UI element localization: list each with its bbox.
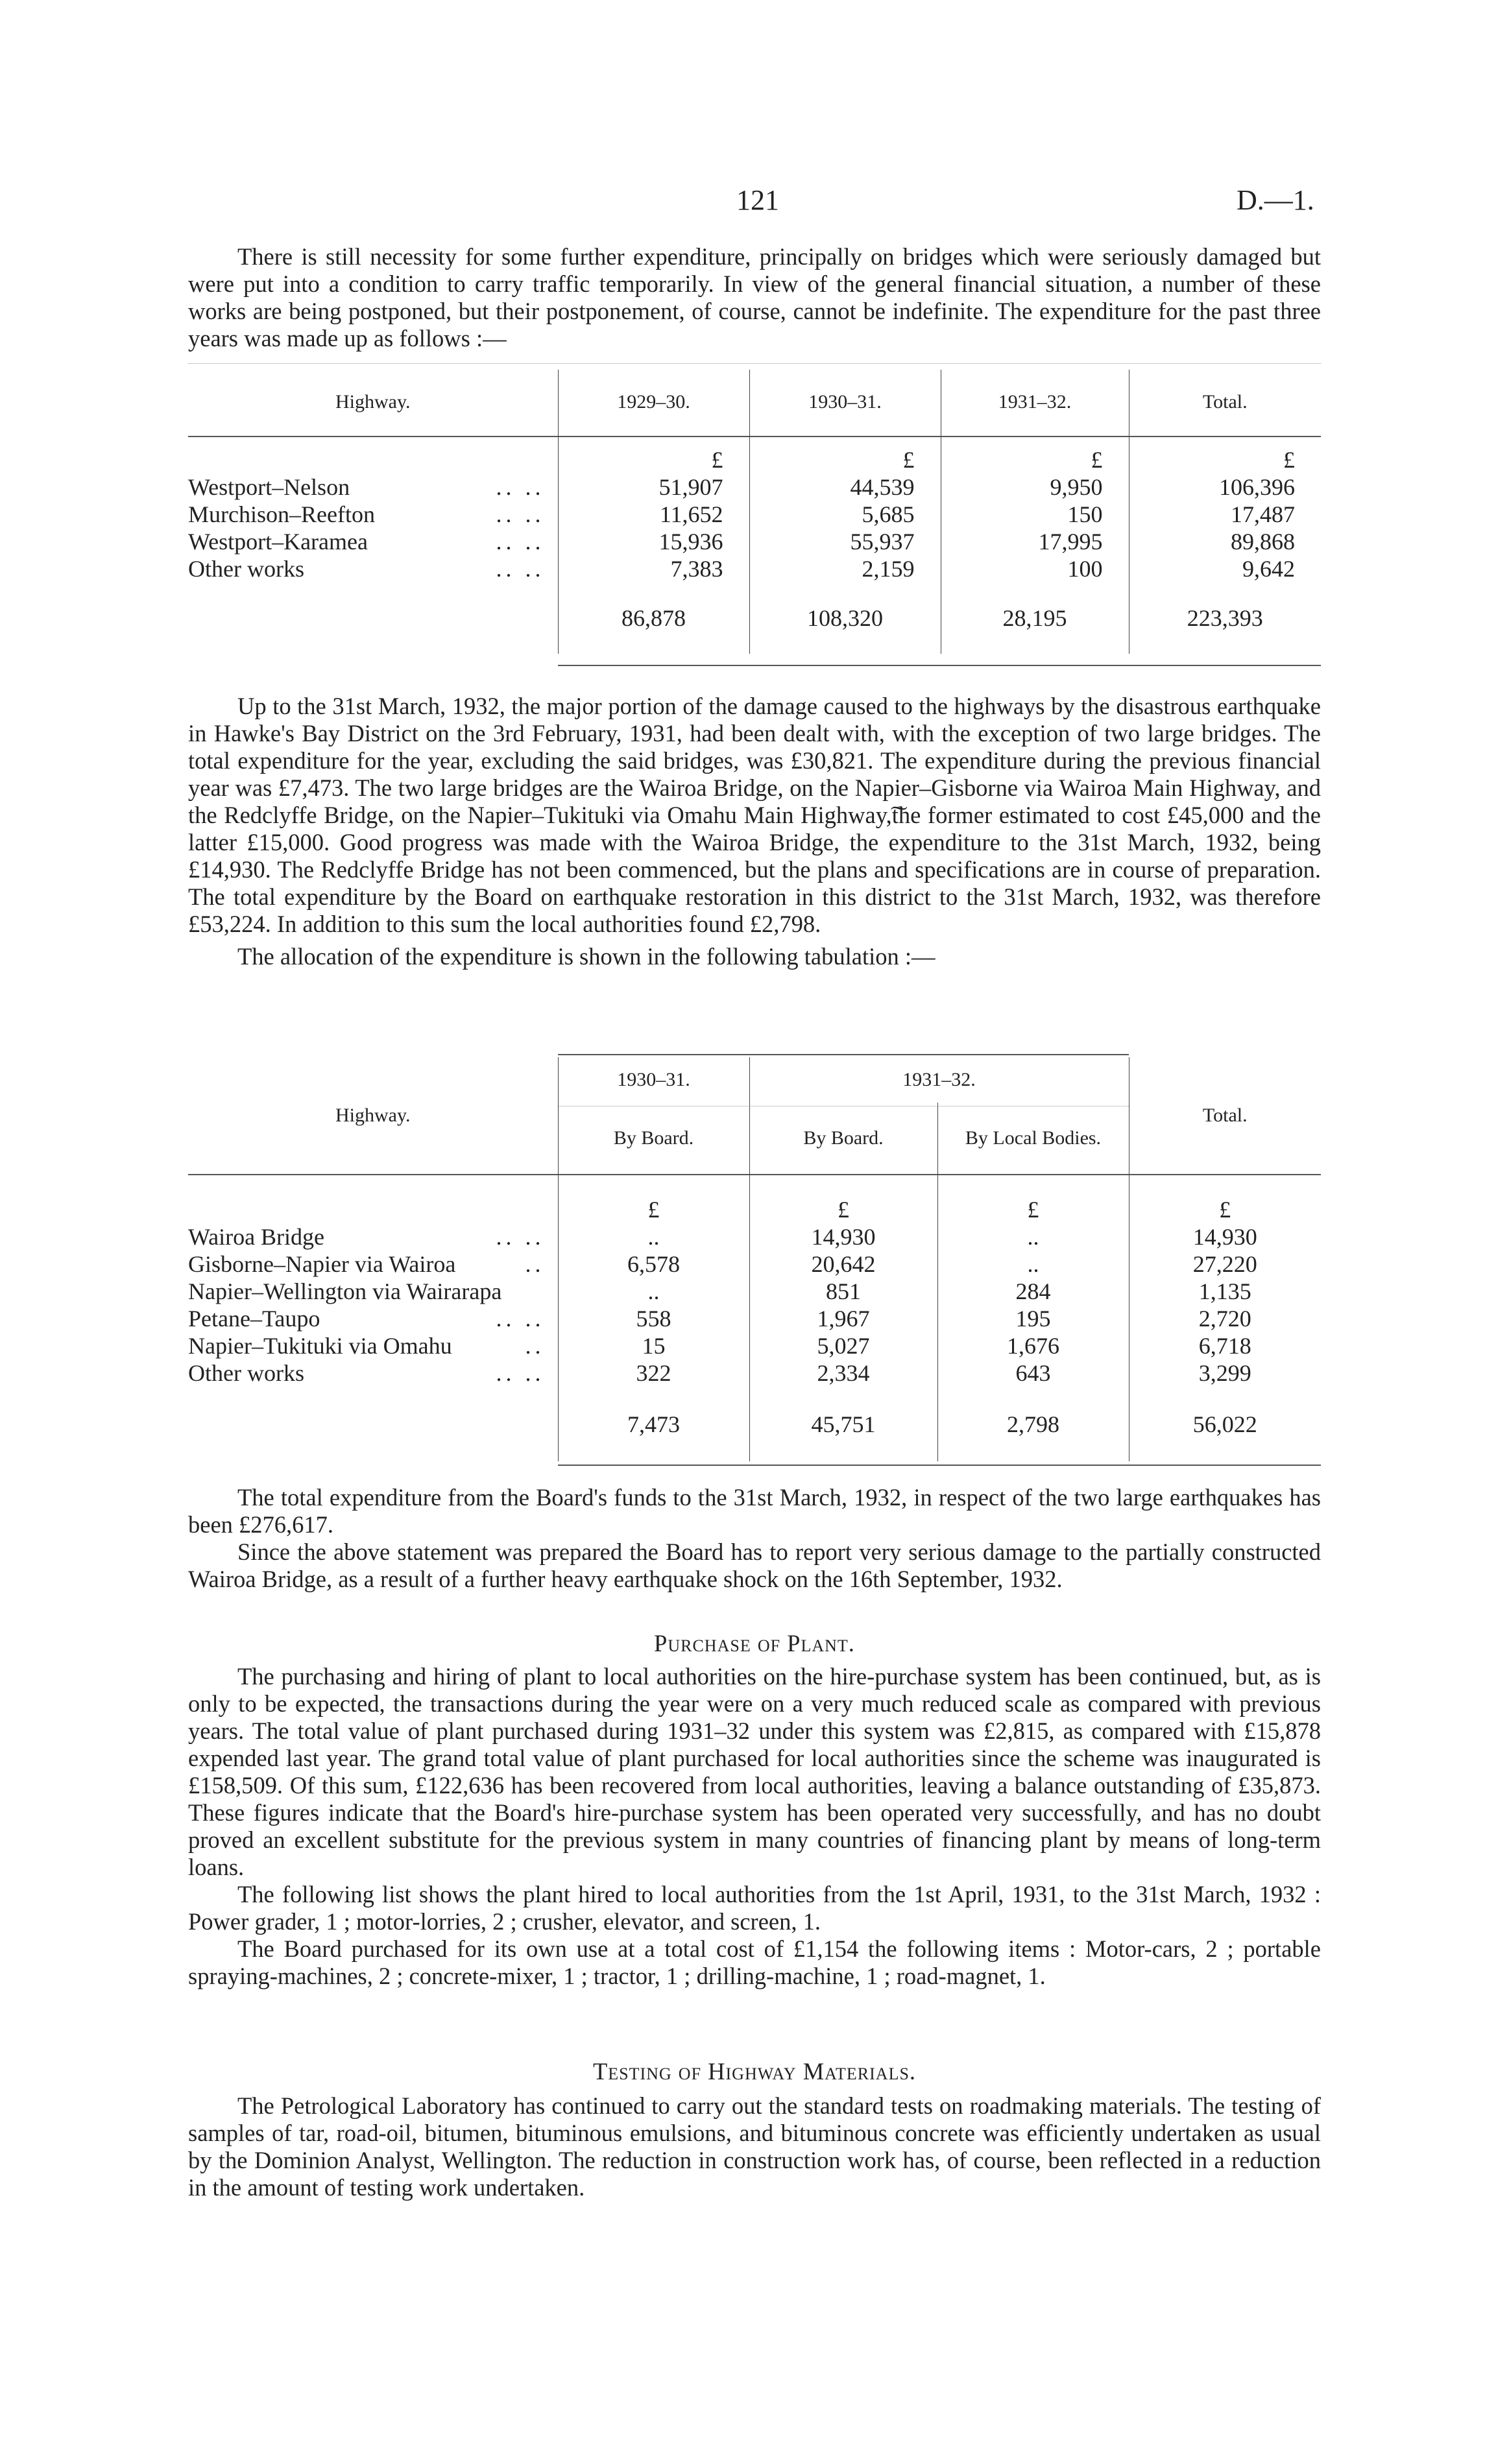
table-cell: 851	[749, 1278, 937, 1305]
row-name: Murchison–Reefton	[188, 501, 375, 527]
table-cell: ..	[558, 1278, 749, 1305]
table-cell: 11,652	[558, 501, 749, 528]
row-name: Westport–Karamea	[188, 529, 368, 555]
col-header-1930-31: 1930–31.	[558, 1057, 749, 1103]
leader-dots: .. ..	[496, 1360, 545, 1386]
currency-symbol: £	[937, 1174, 1129, 1223]
col-header-highway: Highway.	[335, 1105, 411, 1126]
col-header-1929-30: 1929–30.	[558, 370, 749, 435]
table-cell: 27,220	[1129, 1250, 1321, 1278]
table-cell: 1,967	[749, 1305, 937, 1332]
table-cell: 150	[941, 501, 1129, 528]
leader-dots: .. ..	[496, 501, 545, 527]
table-cell: 17,995	[941, 528, 1129, 555]
table-cell: 89,868	[1129, 528, 1321, 555]
row-name: Other works	[188, 1360, 304, 1386]
table-cell: 20,642	[749, 1250, 937, 1278]
leader-dots: .. ..	[496, 556, 545, 582]
table-row	[188, 528, 1321, 555]
total-expenditure-paragraph: The total expenditure from the Board's funds to the 31st March, 1932, in respect of the two large earthquakes has been £276,617.	[188, 1484, 1321, 1538]
col-header-by-local-bodies: By Local Bodies.	[937, 1103, 1129, 1174]
leader-dots: .. ..	[496, 474, 545, 500]
table-cell: 7,383	[558, 555, 749, 582]
plant-paragraph-block	[188, 1663, 1321, 1990]
col-header-by-board: By Board.	[558, 1103, 749, 1174]
col-header-by-board: By Board.	[749, 1103, 937, 1174]
total-cell: 45,751	[749, 1387, 937, 1461]
col-header-1931-32: 1931–32.	[941, 370, 1129, 435]
table-cell: 51,907	[558, 473, 749, 501]
currency-symbol: £	[558, 1174, 749, 1223]
table-cell: 15	[558, 1332, 749, 1359]
currency-symbol: £	[749, 435, 941, 473]
table1-top-rule	[188, 363, 1321, 364]
row-name: Wairoa Bridge	[188, 1224, 325, 1250]
table-cell: 558	[558, 1305, 749, 1332]
table-cell: 55,937	[749, 528, 941, 555]
section-heading-testing: Testing of Highway Materials.	[592, 2058, 917, 2085]
table-cell: 14,930	[749, 1223, 937, 1250]
allocation-paragraph: The allocation of the expenditure is shown in the following tabulation :—	[237, 943, 936, 970]
wairoa-damage-paragraph: Since the above statement was prepared the Board has to report very serious damage to the partially constructed Wairoa Bridge, as a result of a further heavy earthquake shock on the 16th September, 1932.	[188, 1538, 1321, 1592]
table-row	[188, 555, 1321, 582]
plant-purchased-paragraph: The Board purchased for its own use at a total cost of £1,154 the following items : Motor-cars, 2 ; portable spraying-machines, 2 ; concrete-mixer, 1 ; tractor, 1 ; drilling-machine, 1 ; road-magnet, 1.	[188, 1935, 1321, 1989]
total-cell: 28,195	[941, 582, 1129, 654]
table-cell: 9,642	[1129, 555, 1321, 582]
row-name: Napier–Wellington via Wairarapa	[188, 1278, 502, 1304]
table-row	[188, 501, 1321, 528]
row-name: Napier–Tukituki via Omahu	[188, 1333, 452, 1359]
expenditure-table	[188, 370, 1321, 654]
table-cell: 1,135	[1129, 1278, 1321, 1305]
currency-symbol: £	[1129, 435, 1321, 473]
currency-symbol: £	[749, 1174, 937, 1223]
intro-paragraph: There is still necessity for some further expenditure, principally on bridges which were seriously damaged but were put into a condition to carry traffic temporarily. In view of the general financial situation, a number of these works are being postponed, but their postponement, of course, cannot be indefinite. The expenditure for the past three years was made up as follows :—	[188, 243, 1321, 352]
row-name: Westport–Nelson	[188, 474, 350, 500]
table2-bottom-rule	[558, 1465, 1321, 1466]
total-cell: 56,022	[1129, 1387, 1321, 1461]
table-row	[188, 1359, 1321, 1387]
col-header-1930-31: 1930–31.	[749, 370, 941, 435]
table-header-row	[188, 1057, 1321, 1103]
currency-row	[188, 1174, 1321, 1223]
table-cell: 643	[937, 1359, 1129, 1387]
table-cell: ..	[937, 1223, 1129, 1250]
table-cell: 6,718	[1129, 1332, 1321, 1359]
earthquake-paragraph-block	[188, 693, 1321, 970]
row-name: Other works	[188, 556, 304, 582]
table-row	[188, 473, 1321, 501]
table-cell: 2,334	[749, 1359, 937, 1387]
totals-row	[188, 1387, 1321, 1461]
intro-paragraph-block	[188, 243, 1321, 352]
col-header-highway: Highway.	[335, 391, 411, 413]
table1-bottom-rule	[558, 665, 1321, 666]
table-header-row	[188, 370, 1321, 435]
total-cell: 2,798	[937, 1387, 1129, 1461]
total-paragraph-block	[188, 1484, 1321, 1593]
col-header-total: Total.	[1129, 1057, 1321, 1174]
table-cell: 17,487	[1129, 501, 1321, 528]
table-cell: 15,936	[558, 528, 749, 555]
table-cell: 14,930	[1129, 1223, 1321, 1250]
currency-symbol: £	[1129, 1174, 1321, 1223]
table-cell: ..	[558, 1223, 749, 1250]
page-number: 121	[736, 184, 779, 216]
allocation-table	[188, 1057, 1321, 1461]
table-cell: 5,027	[749, 1332, 937, 1359]
currency-row	[188, 435, 1321, 473]
table-cell: 2,720	[1129, 1305, 1321, 1332]
table-cell: 44,539	[749, 473, 941, 501]
row-name: Gisborne–Napier via Wairoa	[188, 1251, 456, 1277]
total-cell: 7,473	[558, 1387, 749, 1461]
table-cell: 100	[941, 555, 1129, 582]
table-row	[188, 1332, 1321, 1359]
table-cell: 5,685	[749, 501, 941, 528]
leader-dots: ..	[525, 1251, 545, 1277]
section-heading-purchase-of-plant: Purchase of Plant.	[654, 1630, 855, 1657]
table-cell: 195	[937, 1305, 1129, 1332]
plant-hired-paragraph: The following list shows the plant hired to local authorities from the 1st April, 1931, to the 31st March, 1932 : Power grader, 1 ; motor-lorries, 2 ; crusher, elevator, and screen, 1.	[188, 1881, 1321, 1935]
table-cell: 2,159	[749, 555, 941, 582]
leader-dots: .. ..	[496, 1306, 545, 1332]
total-cell: 86,878	[558, 582, 749, 654]
table-row	[188, 1223, 1321, 1250]
testing-paragraph: The Petrological Laboratory has continued to carry out the standard tests on roadmaking materials. The testing of samples of tar, road-oil, bitumen, bituminous emulsions, and bituminous concrete was efficiently undertaken as usual by the Dominion Analyst, Wellington. The reduction in construction work has, of course, been reflected in a reduction in the amount of testing work undertaken.	[188, 2092, 1321, 2201]
leader-dots: .. ..	[496, 529, 545, 555]
currency-symbol: £	[558, 435, 749, 473]
table-cell: 322	[558, 1359, 749, 1387]
totals-row	[188, 582, 1321, 654]
table-row	[188, 1278, 1321, 1305]
table-cell: 1,676	[937, 1332, 1129, 1359]
table-cell: 6,578	[558, 1250, 749, 1278]
testing-paragraph-block	[188, 2092, 1321, 2201]
row-name: Petane–Taupo	[188, 1306, 320, 1332]
leader-dots: ..	[525, 1333, 545, 1359]
table-cell: 3,299	[1129, 1359, 1321, 1387]
table-cell: 106,396	[1129, 473, 1321, 501]
currency-symbol: £	[941, 435, 1129, 473]
table-cell: 284	[937, 1278, 1129, 1305]
table2-top-rule	[558, 1054, 1129, 1055]
plant-paragraph: The purchasing and hiring of plant to local authorities on the hire-purchase system has been continued, but, as is only to be expected, the transactions during the year were on a very much reduced scale as compared with previous years. The total value of plant purchased during 1931–32 under this system was £2,815, as compared with £15,878 expended last year. The grand total value of plant purchased for local authorities since the scheme was inaugurated is £158,509. Of this sum, £122,636 has been recovered from local authorities, leaving a balance outstanding of £35,873. These figures indicate that the Board's hire-purchase system has been operated very successfully, and has no doubt proved an excellent substitute for the previous system in many countries of financing plant by means of long-term loans.	[188, 1663, 1321, 1880]
total-cell: 223,393	[1129, 582, 1321, 654]
table-row	[188, 1305, 1321, 1332]
col-header-1931-32: 1931–32.	[749, 1057, 1129, 1103]
earthquake-paragraph: Up to the 31st March, 1932, the major portion of the damage caused to the highways by the disastrous earthquake in Hawke's Bay District on the 3rd February, 1931, had been dealt with, with the exception of two large bridges. The total expenditure for the year, excluding the said bridges, was £30,821. The expenditure during the previous financial year was £7,473. The two large bridges are the Wairoa Bridge, on the Napier–Gisborne via Wairoa Main Highway, and the Redclyffe Bridge, on the Napier–Tukituki via Omahu Main Highway,͠the former estimated to cost £45,000 and the latter £15,000. Good progress was made with the Wairoa Bridge, the expenditure to the 31st March, 1932, being £14,930. The Redclyffe Bridge has not been commenced, but the plans and specifications are in course of preparation. The total expenditure by the Board on earthquake restoration in this district to the 31st March, 1932, was therefore £53,224. In addition to this sum the local authorities found £2,798.	[188, 693, 1321, 937]
document-reference: D.—1.	[1237, 184, 1314, 216]
total-cell: 108,320	[749, 582, 941, 654]
table-row	[188, 1250, 1321, 1278]
table-cell: 9,950	[941, 473, 1129, 501]
table-cell: ..	[937, 1250, 1129, 1278]
col-header-total: Total.	[1129, 370, 1321, 435]
leader-dots: .. ..	[496, 1224, 545, 1250]
